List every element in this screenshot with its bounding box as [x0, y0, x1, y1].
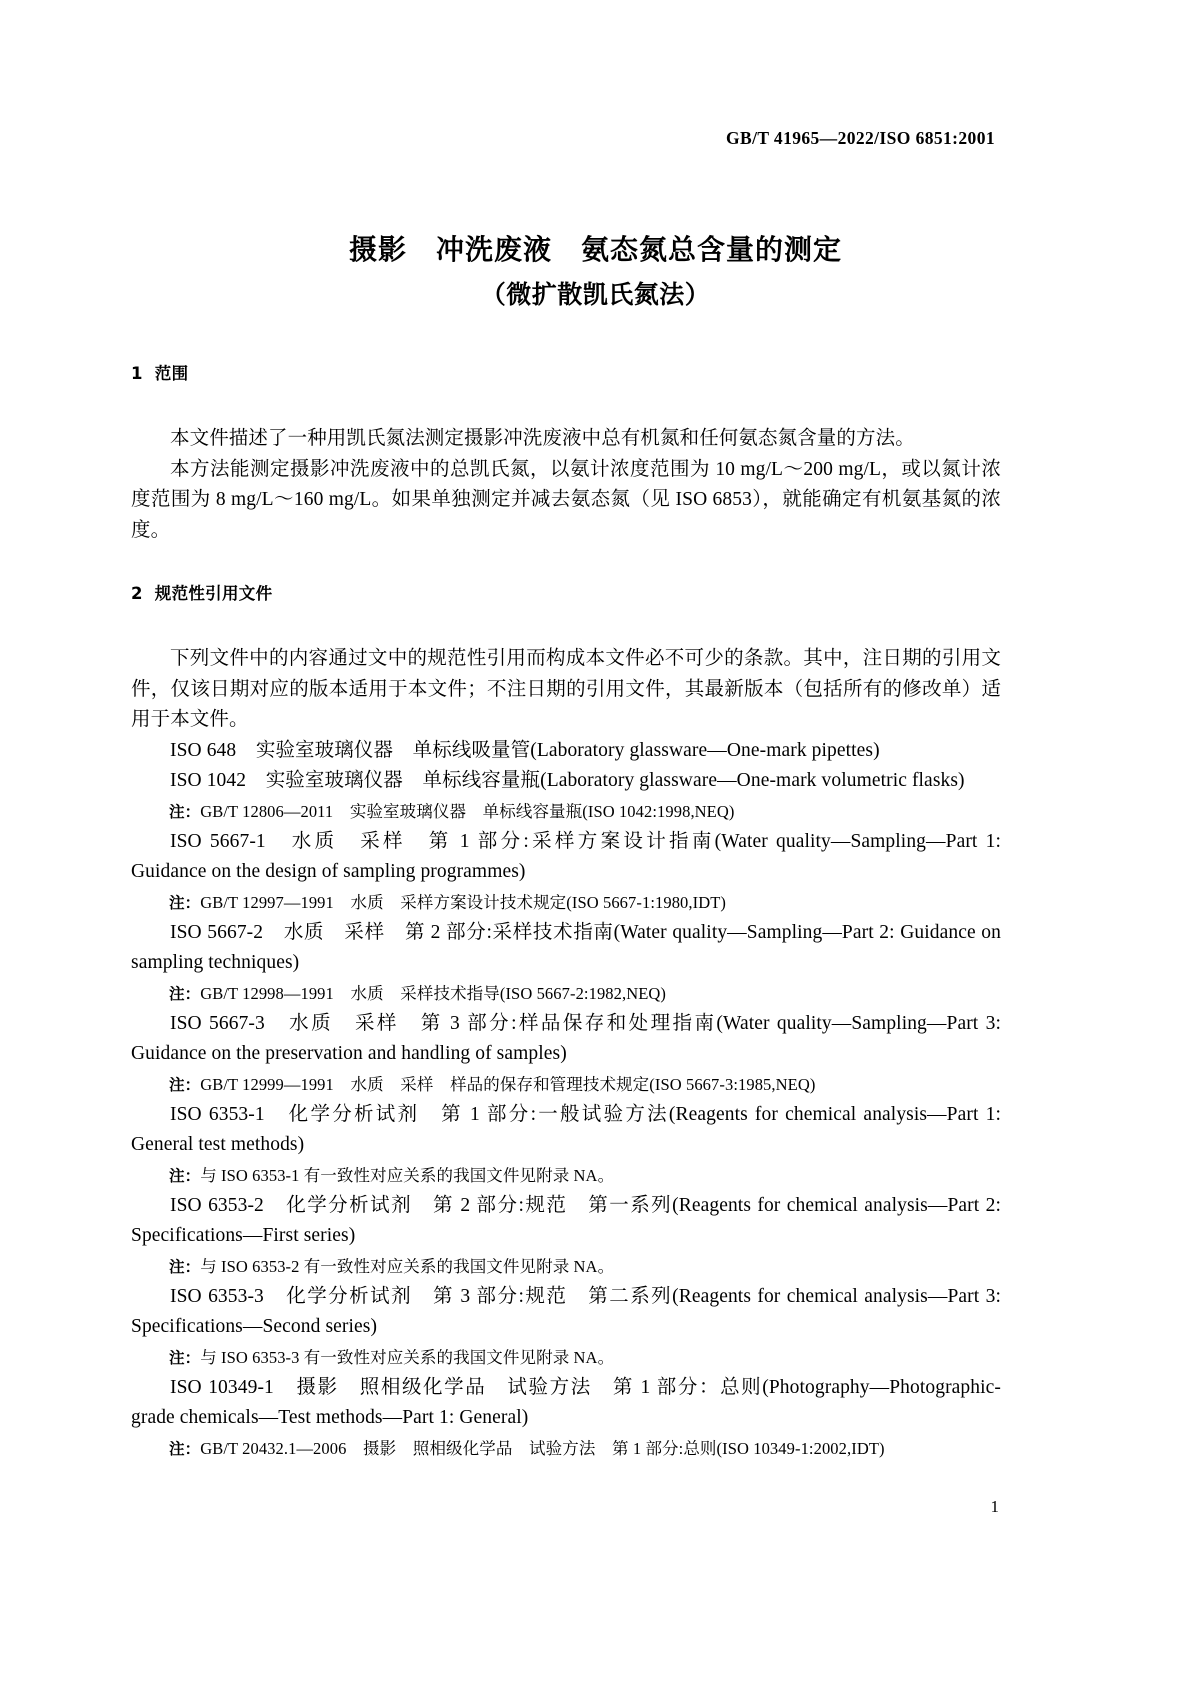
note-text: 与 ISO 6353-2 有一致性对应关系的我国文件见附录 NA。 — [200, 1256, 615, 1276]
note-label: 注： — [169, 802, 201, 821]
spacer — [131, 604, 1001, 644]
reference-entry: ISO 10349-1 摄影 照相级化学品 试验方法 第 1 部分：总则(Photography—Photographic-grade chemicals—Test methods—Part 1: General) — [131, 1376, 1001, 1428]
reference-note — [131, 1434, 1001, 1464]
spacer — [131, 546, 1001, 580]
spacer — [131, 384, 1001, 424]
note-text: GB/T 20432.1—2006 摄影 照相级化学品 试验方法 第 1 部分:总则(ISO 10349-1:2002,IDT) — [200, 1438, 885, 1458]
scope-paragraph-1: 本文件描述了一种用凯氏氮法测定摄影冲洗废液中总有机氮和任何氨态氮含量的方法。 — [170, 428, 915, 449]
reference-entry: ISO 5667-3 水质 采样 第 3 部分:样品保存和处理指南(Water quality—Sampling—Part 3: Guidance on the preservation and handling of samples) — [131, 1012, 1001, 1064]
reference-entry: ISO 6353-3 化学分析试剂 第 3 部分:规范 第二系列(Reagents for chemical analysis—Part 3: Specifications—Second series) — [131, 1285, 1001, 1337]
reference-note — [131, 1161, 1001, 1191]
section-heading-scope — [131, 360, 1001, 384]
reference-note — [131, 979, 1001, 1009]
note-label: 注： — [169, 1439, 201, 1458]
note-text: GB/T 12999—1991 水质 采样 样品的保存和管理技术规定(ISO 5667-3:1985,NEQ) — [200, 1074, 816, 1094]
note-text: GB/T 12806—2011 实验室玻璃仪器 单标线容量瓶(ISO 1042:1998,NEQ) — [200, 801, 735, 821]
note-text: GB/T 12998—1991 水质 采样技术指导(ISO 5667-2:1982,NEQ) — [200, 983, 667, 1003]
note-text: 与 ISO 6353-3 有一致性对应关系的我国文件见附录 NA。 — [200, 1347, 615, 1367]
note-text: 与 ISO 6353-1 有一致性对应关系的我国文件见附录 NA。 — [200, 1165, 615, 1185]
note-label: 注： — [169, 1075, 201, 1094]
normative-references-intro: 下列文件中的内容通过文中的规范性引用而构成本文件必不可少的条款。其中，注日期的引用文件，仅该日期对应的版本适用于本文件；不注日期的引用文件，其最新版本（包括所有的修改单）适用于本文件。 — [131, 648, 1001, 730]
page-subtitle: （微扩散凯氏氮法） — [480, 280, 711, 309]
reference-note — [131, 797, 1001, 827]
reference-entry: ISO 5667-2 水质 采样 第 2 部分:采样技术指南(Water quality—Sampling—Part 2: Guidance on sampling techniques) — [131, 921, 1001, 973]
page-title: 摄影 冲洗废液 氨态氮总含量的测定 — [348, 233, 842, 266]
reference-note — [131, 1343, 1001, 1373]
scope-paragraph-2: 本方法能测定摄影冲洗废液中的总凯氏氮，以氨计浓度范围为 10 mg/L～200 mg/L，或以氮计浓度范围为 8 mg/L～160 mg/L。如果单独测定并减去氨态氮（见 ISO 6853），就能确定有机氨基氮的浓度。 — [131, 458, 1001, 541]
reference-entry: ISO 648 实验室玻璃仪器 单标线吸量管(Laboratory glassware—One-mark pipettes) — [170, 739, 880, 761]
reference-entry: ISO 1042 实验室玻璃仪器 单标线容量瓶(Laboratory glassware—One-mark volumetric flasks) — [170, 770, 965, 791]
section-title: 范围 — [154, 364, 189, 383]
reference-note — [131, 1252, 1001, 1282]
reference-note — [131, 1070, 1001, 1100]
page-number: 1 — [990, 1497, 999, 1516]
reference-entry: ISO 6353-2 化学分析试剂 第 2 部分:规范 第一系列(Reagents for chemical analysis—Part 2: Specifications—First series) — [131, 1194, 1001, 1246]
section-number: 1 — [131, 364, 143, 383]
note-label: 注： — [169, 1257, 201, 1276]
note-label: 注： — [169, 1348, 201, 1367]
note-label: 注： — [169, 984, 201, 1003]
running-header-standard-code: GB/T 41965—2022/ISO 6851:2001 — [726, 128, 995, 148]
reference-entry: ISO 6353-1 化学分析试剂 第 1 部分:一般试验方法(Reagents for chemical analysis—Part 1: General test methods) — [131, 1103, 1001, 1155]
note-text: GB/T 12997—1991 水质 采样方案设计技术规定(ISO 5667-1:1980,IDT) — [200, 892, 727, 912]
reference-entry: ISO 5667-1 水质 采样 第 1 部分:采样方案设计指南(Water quality—Sampling—Part 1: Guidance on the design of sampling programmes) — [131, 830, 1001, 882]
section-number: 2 — [131, 584, 143, 603]
section-heading-normative-references — [131, 580, 1001, 604]
note-label: 注： — [169, 1166, 201, 1185]
note-label: 注： — [169, 893, 201, 912]
document-body — [131, 360, 1001, 1464]
reference-note — [131, 888, 1001, 918]
section-title: 规范性引用文件 — [154, 584, 273, 603]
